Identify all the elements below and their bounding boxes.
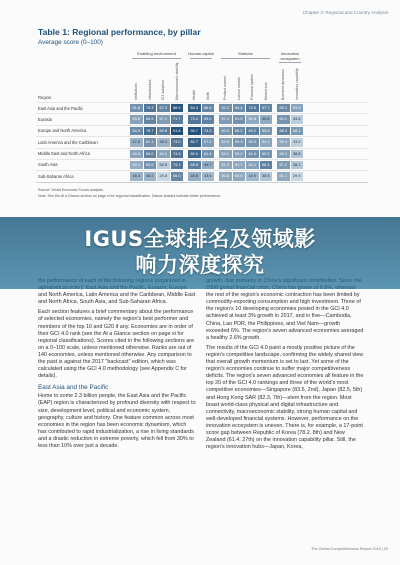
score-cell: 35.6: [157, 161, 170, 169]
body-paragraph: the rest of the region's economic contraction has been limited by commodity-exporting consumption and high investment. Three of the region's 10 developing economies posted in the GCI 4.0 achieved at least 3% growth in 2017, and in five—Cambodia, China, Lao PDR, the Philippines, and Viet Nam—growth exceeded 6%. The region's seven advanced economies averaged a healthy 2.6% growth.: [206, 292, 364, 341]
score-cell: 50.1: [130, 161, 143, 169]
score-cell: 55.2: [233, 150, 246, 158]
region-name: Europe and North America: [38, 128, 87, 134]
score-cell: 66.6: [202, 104, 215, 112]
score-cell: 69.8: [157, 127, 170, 135]
score-cell: 52.8: [219, 138, 232, 146]
table-row: [36, 159, 368, 170]
score-cell: 67.7: [260, 104, 273, 112]
score-cell: 61.4: [202, 150, 215, 158]
score-cell: 84.3: [188, 104, 201, 112]
score-cell: 59.6: [260, 127, 273, 135]
score-cell: 73.4: [188, 115, 201, 123]
pillar-column-header: Institutions: [134, 83, 138, 100]
pillar-column-header: Health: [192, 89, 196, 100]
section-heading: East Asia and the Pacific: [38, 384, 109, 392]
pillar-column-header: ICT adoption: [161, 80, 165, 100]
pillar-column-header: Labour market: [236, 77, 241, 100]
score-cell: 57.2: [202, 138, 215, 146]
score-cell: 61.1: [144, 138, 157, 146]
body-paragraph: and North America, Latin America and the Caribbean, Middle East and North Africa, South Asia, and Sub-Saharan Africa.: [38, 292, 196, 306]
score-cell: 61.5: [246, 150, 259, 158]
score-cell: 60.6: [144, 161, 157, 169]
pillar-column-header: Innovation capability: [294, 68, 299, 100]
score-cell: 54.1: [157, 150, 170, 158]
region-name: South Asia: [38, 162, 58, 168]
banner-title-line-2: 响力深度探究: [135, 253, 265, 277]
banner-title: [0, 226, 400, 278]
score-cell: 91.8: [171, 127, 184, 135]
score-cell: 68.0: [144, 150, 157, 158]
score-cell: 54.1: [219, 150, 232, 158]
score-cell: 38.8: [260, 172, 273, 180]
score-cell: 90.7: [188, 127, 201, 135]
score-cell: 59.3: [246, 138, 259, 146]
score-cell: 53.6: [291, 104, 304, 112]
score-cell: 51.7: [233, 161, 246, 169]
table-row: [36, 102, 368, 113]
score-cell: 53.8: [130, 115, 143, 123]
score-cell: 66.9: [144, 115, 157, 123]
score-cell: 52.4: [277, 138, 290, 146]
banner-title-line-1: IGUS全球排名及领域影: [84, 227, 316, 251]
region-name: East Asia and the Pacific: [38, 105, 84, 111]
score-cell: 43.6: [202, 172, 215, 180]
score-cell: 49.7: [202, 161, 215, 169]
region-name: Eurasia: [38, 116, 52, 122]
pillar-column-header: Financial system: [250, 73, 254, 100]
score-cell: 33.0: [291, 138, 304, 146]
score-cell: 29.8: [157, 172, 170, 180]
pillar-column-header: Product market: [223, 76, 227, 100]
score-cell: 64.4: [233, 104, 246, 112]
pillar-group-label: Markets: [219, 52, 272, 57]
body-column-left: [38, 278, 196, 453]
score-cell: 66.0: [171, 172, 184, 180]
score-cell: 68.4: [260, 161, 273, 169]
pillar-column-header: Market size: [263, 82, 268, 100]
running-head: Chapter 3: Regional and Country Analysis: [302, 10, 388, 15]
score-cell: 64.9: [130, 127, 143, 135]
score-cell: 57.1: [157, 115, 170, 123]
score-cell: 74.3: [202, 127, 215, 135]
score-cell: 46.4: [157, 138, 170, 146]
table-notes: [38, 187, 221, 199]
score-cell: 29.9: [291, 172, 304, 180]
score-cell: 50.9: [233, 172, 246, 180]
score-cell: 60.0: [219, 127, 232, 135]
pillar-group-header-row: [36, 52, 368, 62]
score-cell: 49.8: [260, 115, 273, 123]
score-cell: 57.1: [219, 115, 232, 123]
score-cell: 38.8: [291, 150, 304, 158]
score-cell: 72.6: [246, 104, 259, 112]
score-cell: 60.2: [260, 150, 273, 158]
score-cell: 65.1: [277, 104, 290, 112]
regional-performance-table: [36, 52, 368, 183]
score-cell: 58.1: [291, 127, 304, 135]
score-cell: 74.1: [171, 161, 184, 169]
score-cell: 62.2: [219, 104, 232, 112]
body-column-right: [206, 278, 364, 454]
score-cell: 57.2: [277, 161, 290, 169]
region-column-header: Region: [38, 95, 52, 100]
score-cell: 51.1: [277, 172, 290, 180]
table-row: [36, 125, 368, 136]
body-paragraph: Each section features a brief commentary about the performance of selected economies, namely the region's best performer and members of the top 10 and G20 if any. Economies are in order of their GCI 4.0 rank (see the At a Glance section on page xi for regional classifications). Scores cited in the following sections are on a 0–100 scale, unless mentioned otherwise. Ranks are out of 140 economies, unless mentioned otherwise. Any comparison to the past is against the 2017 "backcast" edition, which was calculated using the GCI 4.0 methodology (see Appendix C for details).: [38, 309, 195, 380]
score-cell: 60.1: [277, 115, 290, 123]
table-row: [36, 136, 368, 147]
score-cell: 54.1: [246, 161, 259, 169]
score-cell: 69.2: [246, 127, 259, 135]
pillar-group-label: Innovation ecosystem: [277, 52, 303, 61]
score-cell: 78.7: [144, 127, 157, 135]
table-subtitle: Average score (0–100): [38, 39, 103, 46]
pillar-column-header: Business dynamism: [281, 68, 285, 100]
score-cell: 88.9: [171, 104, 184, 112]
score-cell: 69.9: [188, 161, 201, 169]
score-cell: 80.0: [188, 150, 201, 158]
score-cell: 54.3: [130, 150, 143, 158]
pillar-group-label: Enabling environment: [130, 52, 183, 57]
score-cell: 44.9: [246, 172, 259, 180]
table-title: Table 1: Regional performance, by pillar: [38, 27, 201, 37]
score-cell: 68.3: [277, 127, 290, 135]
pillar-column-header: Infrastructure: [147, 79, 152, 100]
region-name: Latin America and the Caribbean: [38, 139, 98, 145]
score-cell: 50.8: [219, 172, 232, 180]
score-cell: 67.3: [157, 104, 170, 112]
pillar-group-label: Human capital: [188, 51, 214, 56]
section-paragraph: Home to some 2.3 billion people, the East Asia and the Pacific (EAP) region is characterized by profound diversity with respect to size, development level, political and economic system, geography, culture and history. One feature common across most economies in the region has been economic dynamism, which has contributed to rapid industrialization, a rise in living standards and a drastic reduction in extreme poverty, which fell from 30% to less than 10% over just a decade.: [38, 393, 196, 449]
table-note: Note: See the At a Glance section on page xi for regional classification. Darker shades indicate better performance.: [38, 194, 221, 198]
region-name: Middle East and North Africa: [38, 151, 90, 157]
score-cell: 82.7: [188, 138, 201, 146]
score-cell: 69.0: [202, 115, 215, 123]
score-cell: 74.3: [144, 104, 157, 112]
score-cell: 38.1: [291, 161, 304, 169]
score-cell: 74.0: [171, 138, 184, 146]
table-row: [36, 170, 368, 182]
page-footer: The Global Competitiveness Report 2018 | 25: [311, 547, 388, 551]
score-cell: 61.8: [130, 104, 143, 112]
score-cell: 52.2: [260, 138, 273, 146]
score-cell: 47.8: [130, 138, 143, 146]
table-source: Source: World Economic Forum analysis.: [38, 188, 104, 192]
score-cell: 71.7: [171, 115, 184, 123]
score-cell: 51.2: [219, 161, 232, 169]
score-cell: 46.2: [144, 172, 157, 180]
body-paragraph: The results of the GCI 4.0 paint a mostly positive picture of the region's competitive landscape, confirming the widely shared view that overall growth momentum is set to last. Yet some of the region's economies continue to suffer major competitiveness deficits. The region's seven advanced economies all feature in the top 20 of the GCI 4.0 rankings and three of the world's most competitive economies—Singapore (83.5, 2nd), Japan (82.5, 5th) and Hong Kong SAR (82.3, 7th)—stem from the region. Most boast world-class physical and digital infrastructure and connectivity, macroeconomic stability, strong human capital and well-developed financial systems. However, performance on the innovation ecosystem is uneven. There is, for example, a 17-point score gap between Republic of Korea (78.2, 8th) and New Zealand (61.4, 27th) on the innovation capability pillar. Still, the region's innovation hubs—Japan, Korea,: [206, 344, 364, 451]
score-cell: 66.2: [233, 127, 246, 135]
table-body: [36, 102, 368, 183]
pillar-header-row: [36, 62, 368, 102]
region-name: Sub-Saharan Africa: [38, 173, 74, 179]
score-cell: 50.8: [246, 115, 259, 123]
score-cell: 34.8: [291, 115, 304, 123]
score-cell: 61.9: [233, 115, 246, 123]
table-row: [36, 113, 368, 124]
table-row: [36, 148, 368, 159]
score-cell: 74.6: [171, 150, 184, 158]
score-cell: 55.2: [277, 150, 290, 158]
pillar-column-header: Skills: [205, 91, 210, 100]
pillar-column-header: Macroeconomic stability: [174, 62, 179, 100]
score-cell: 48.6: [188, 172, 201, 180]
score-cell: 59.3: [233, 138, 246, 146]
score-cell: 46.4: [130, 172, 143, 180]
